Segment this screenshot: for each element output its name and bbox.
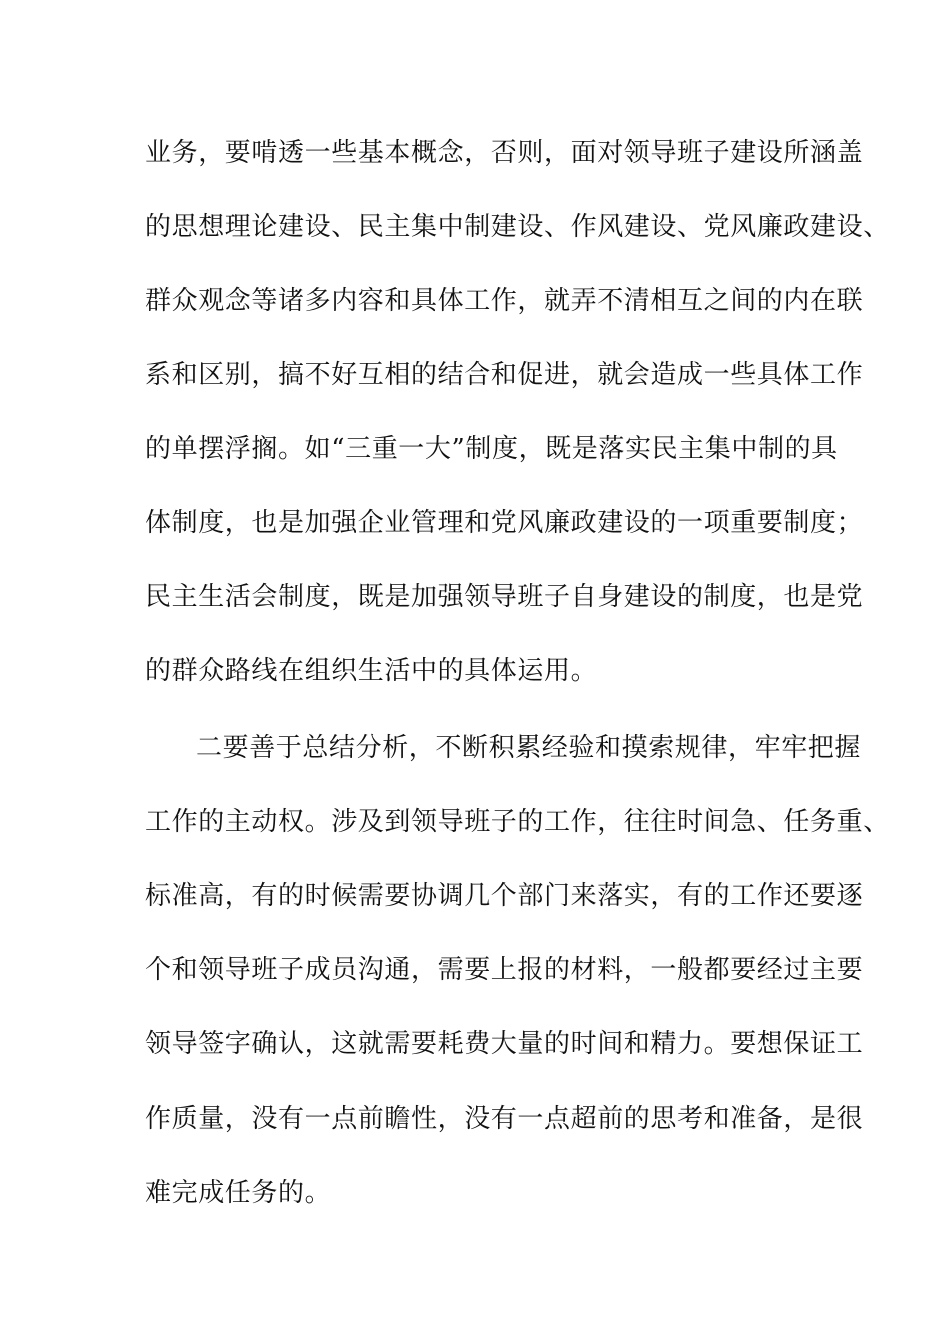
text-line: 工作的主动权。涉及到领导班子的工作，往往时间急、任务重、	[145, 807, 890, 837]
text-line: 群众观念等诸多内容和具体工作，就弄不清相互之间的内在联	[145, 286, 864, 316]
text-line: 难完成任务的。	[145, 1178, 332, 1208]
text-line: 系和区别，搞不好互相的结合和促进，就会造成一些具体工作	[145, 360, 864, 390]
text-line: 业务，要啃透一些基本概念，否则，面对领导班子建设所涵盖	[145, 138, 864, 168]
text-line: 的思想理论建设、民主集中制建设、作风建设、党风廉政建设、	[145, 212, 890, 242]
text-line: 作质量，没有一点前瞻性，没有一点超前的思考和准备，是很	[145, 1104, 864, 1134]
text-line: 体制度，也是加强企业管理和党风廉政建设的一项重要制度；	[145, 508, 864, 538]
text-line: 的单摆浮搁。如“三重一大”制度，既是落实民主集中制的具	[145, 434, 838, 464]
text-line: 标准高，有的时候需要协调几个部门来落实，有的工作还要逐	[145, 881, 864, 911]
text-line: 的群众路线在组织生活中的具体运用。	[145, 656, 598, 686]
text-line: 民主生活会制度，既是加强领导班子自身建设的制度，也是党	[145, 582, 864, 612]
text-line: 二要善于总结分析，不断积累经验和摸索规律，牢牢把握	[196, 733, 862, 763]
text-line: 领导签字确认，这就需要耗费大量的时间和精力。要想保证工	[145, 1029, 864, 1059]
text-line: 个和领导班子成员沟通，需要上报的材料，一般都要经过主要	[145, 955, 864, 985]
